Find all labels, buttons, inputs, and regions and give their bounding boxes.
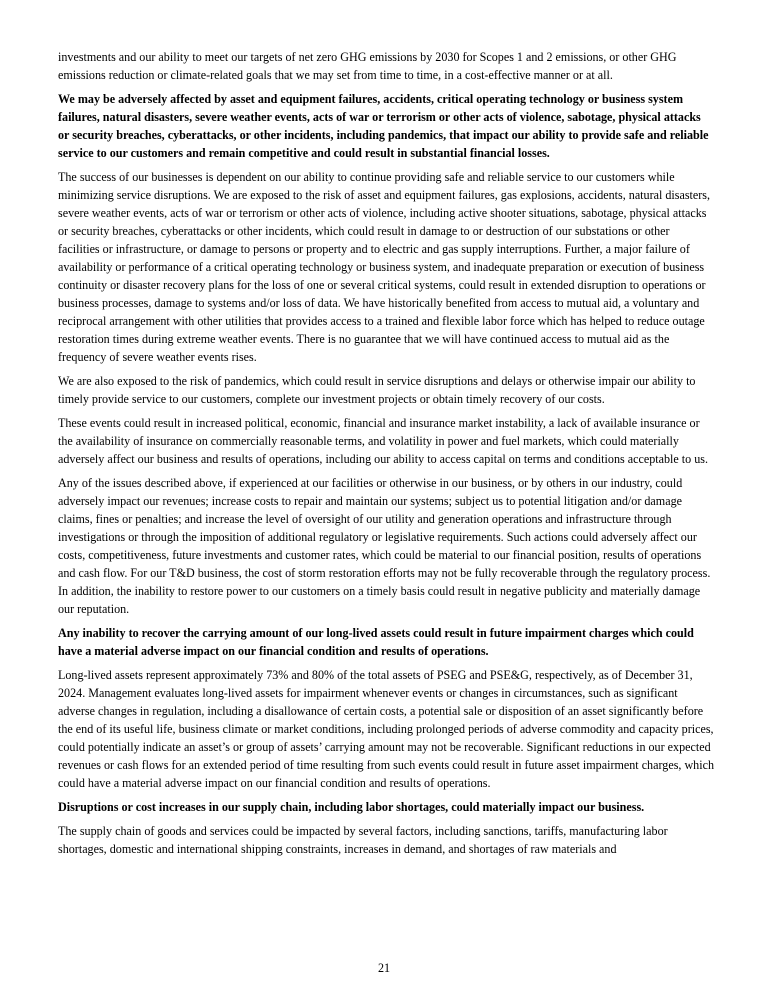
risk-heading-long-lived-assets: Any inability to recover the carrying amount of our long-lived assets could result in future impairment charges which could have a material adverse impact on our financial condition and results of operations. [58,626,694,658]
paragraph-business-success: The success of our businesses is dependent on our ability to continue providing safe and reliable service to our customers while minimizing service disruptions. We are exposed to the risk of asset and equipment failures, gas explosions, accidents, natural disasters, severe weather events, acts of war or terrorism or other acts of violence, including active shooter situations, sabotage, physical attacks or security breaches, cyberattacks or other incidents, which could result in damage to or destruction of our substations or other facilities or infrastructure, or damage to persons or property and to electric and gas supply interruptions. Further, a major failure of availability or performance of a critical operating technology or business system, and inadequate preparation or execution of business continuity or disaster recovery plans for the loss of one or several critical systems, could result in extended disruption to operations or business processes, damage to systems and/or loss of data. We have historically benefited from access to mutual aid, a voluntary and reciprocal arrangement with other utilities that provides access to a trained and flexible labor force which has helped to reduce outage restoration times during extreme weather events. There is no guarantee that we will have continued access to mutual aid as the frequency of severe weather events rises. [58,170,711,364]
paragraph-continuation: investments and our ability to meet our targets of net zero GHG emissions by 2030 for Scopes 1 and 2 emissions, or other GHG emissions reduction or climate-related goals that we may set from time to time, in a cost-effective manner or at all. [58,50,677,82]
risk-heading-supply-chain: Disruptions or cost increases in our supply chain, including labor shortages, could materially impact our business. [58,800,645,814]
paragraph-market-instability: These events could result in increased political, economic, financial and insurance market instability, a lack of available insurance or the availability of insurance on commercially reasonable terms, and volatility in power and fuel markets, which could materially adversely affect our business and results of operations, including our ability to access capital on terms and conditions acceptable to us. [58,416,708,466]
paragraph-long-lived-assets: Long-lived assets represent approximately 73% and 80% of the total assets of PSEG and PSE&G, respectively, as of December 31, 2024. Management evaluates long-lived assets for impairment whenever events or changes in circumstances, such as significant adverse changes in regulation, including a disallowance of certain costs, a potential sale or disposition of an asset significantly before the end of its useful life, business climate or market conditions, including prolonged periods of adverse commodity and capacity prices, could potentially indicate an asset’s or group of assets’ carrying amount may not be recoverable. Significant reductions in our expected revenues or cash flows for an extended period of time resulting from such events could result in future asset impairment charges, which could have a material adverse impact on our financial condition and results of operations. [58,668,715,790]
risk-heading-asset-failures: We may be adversely affected by asset and equipment failures, accidents, critical operating technology or business system failures, natural disasters, severe weather events, acts of war or terrorism or other acts of violence, sabotage, physical attacks or security breaches, cyberattacks, or other incidents, including pandemics, that impact our ability to provide safe and reliable service to our customers and remain competitive and could result in substantial financial losses. [58,92,709,160]
page-number: 21 [377,961,391,975]
paragraph-supply-chain: The supply chain of goods and services could be impacted by several factors, including sanctions, tariffs, manufacturing labor shortages, domestic and international shipping constraints, increases in demand, and shortages of raw materials and [58,824,668,856]
paragraph-pandemics: We are also exposed to the risk of pandemics, which could result in service disruptions and delays or otherwise impair our ability to timely provide service to our customers, complete our investment projects or obtain timely recovery of our costs. [58,374,696,406]
document-page [58,48,714,864]
paragraph-issues-impact: Any of the issues described above, if experienced at our facilities or otherwise in our business, or by others in our industry, could adversely impact our revenues; increase costs to repair and maintain our systems; subject us to potential litigation and/or damage claims, fines or penalties; and increase the level of oversight of our utility and generation operations and infrastructure through investigations or through the imposition of additional regulatory or legislative requirements. Such actions could adversely affect our costs, competitiveness, future investments and customer rates, which could be material to our financial position, results of operations and cash flow. For our T&D business, the cost of storm restoration efforts may not be fully recoverable through the regulatory process. In addition, the inability to restore power to our customers on a timely basis could result in negative publicity and materially damage our reputation. [58,476,711,616]
